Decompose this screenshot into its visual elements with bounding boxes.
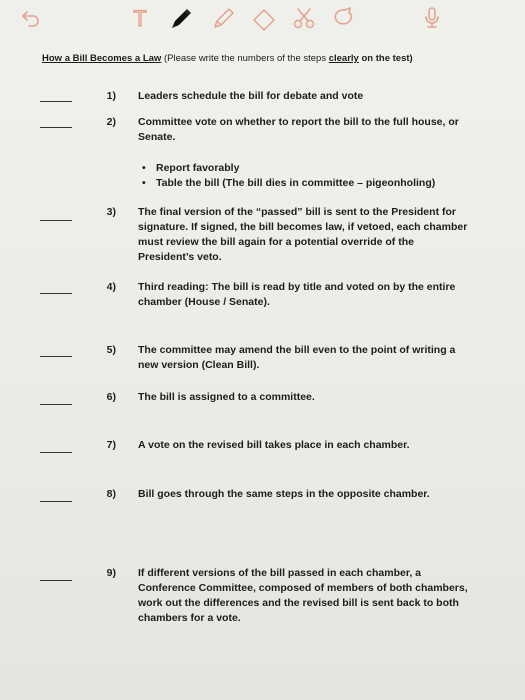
step-text: A vote on the revised bill takes place in each chamber. — [138, 439, 410, 451]
step-number: 8) — [106, 488, 116, 500]
step-text: If different versions of the bill passed in each chamber, a Conference Committee, composed of members of both chambers, work out the differences and the revised bill is sent back to both chambers for a vote. — [138, 567, 468, 624]
step-number: 2) — [106, 116, 116, 128]
list-item: • Table the bill (The bill dies in committee – pigeonholing) — [142, 177, 436, 189]
step-number: 6) — [106, 391, 116, 403]
step-text: The bill is assigned to a committee. — [138, 391, 315, 403]
step-text: Leaders schedule the bill for debate and vote — [138, 90, 364, 102]
instruction-before: (Please write the numbers of the steps — [163, 53, 329, 64]
answer-blank[interactable] — [40, 356, 72, 357]
step-text: Bill goes through the same steps in the opposite chamber. — [138, 488, 430, 500]
pen-icon[interactable] — [210, 4, 238, 32]
instruction-after: on the test) — [358, 53, 413, 64]
step-number: 5) — [106, 344, 116, 356]
text-tool-icon[interactable] — [126, 4, 154, 32]
annotation-toolbar — [0, 0, 525, 36]
answer-blank[interactable] — [40, 452, 72, 453]
step-text: The final version of the “passed” bill is sent to the President for signature. If signed, the bill becomes law, if vetoed, each chamber must review the bill again for a potential override of the President’s veto. — [138, 206, 468, 263]
worksheet-title — [42, 53, 462, 64]
title-underlined: How a Bill Becomes a Law — [42, 53, 162, 64]
step-number: 7) — [106, 439, 116, 451]
answer-blank[interactable] — [40, 127, 72, 128]
bullet-list — [140, 161, 470, 191]
step-text: Committee vote on whether to report the bill to the full house, or Senate. — [138, 116, 459, 143]
step-number: 1) — [106, 90, 116, 102]
scissors-icon[interactable] — [290, 4, 318, 32]
svg-text:T: T — [133, 6, 147, 31]
answer-blank[interactable] — [40, 501, 72, 502]
step-number: 3) — [106, 206, 116, 218]
instruction-emphasis: clearly — [328, 53, 359, 64]
list-item: • Report favorably — [142, 162, 240, 174]
step-number: 4) — [106, 281, 116, 293]
undo-icon[interactable] — [18, 4, 46, 32]
step-text: The committee may amend the bill even to the point of writing a new version (Clean Bill). — [138, 344, 456, 371]
answer-blank[interactable] — [40, 101, 72, 102]
step-number: 9) — [106, 567, 116, 579]
marker-icon[interactable] — [166, 4, 194, 32]
answer-blank[interactable] — [40, 580, 72, 581]
step-text: Third reading: The bill is read by title and voted on by the entire chamber (House / Senate). — [138, 281, 456, 308]
microphone-icon[interactable] — [418, 4, 446, 32]
answer-blank[interactable] — [40, 293, 72, 294]
answer-blank[interactable] — [40, 220, 72, 221]
eraser-icon[interactable] — [250, 4, 278, 32]
lasso-icon[interactable] — [330, 4, 358, 32]
answer-blank[interactable] — [40, 404, 72, 405]
